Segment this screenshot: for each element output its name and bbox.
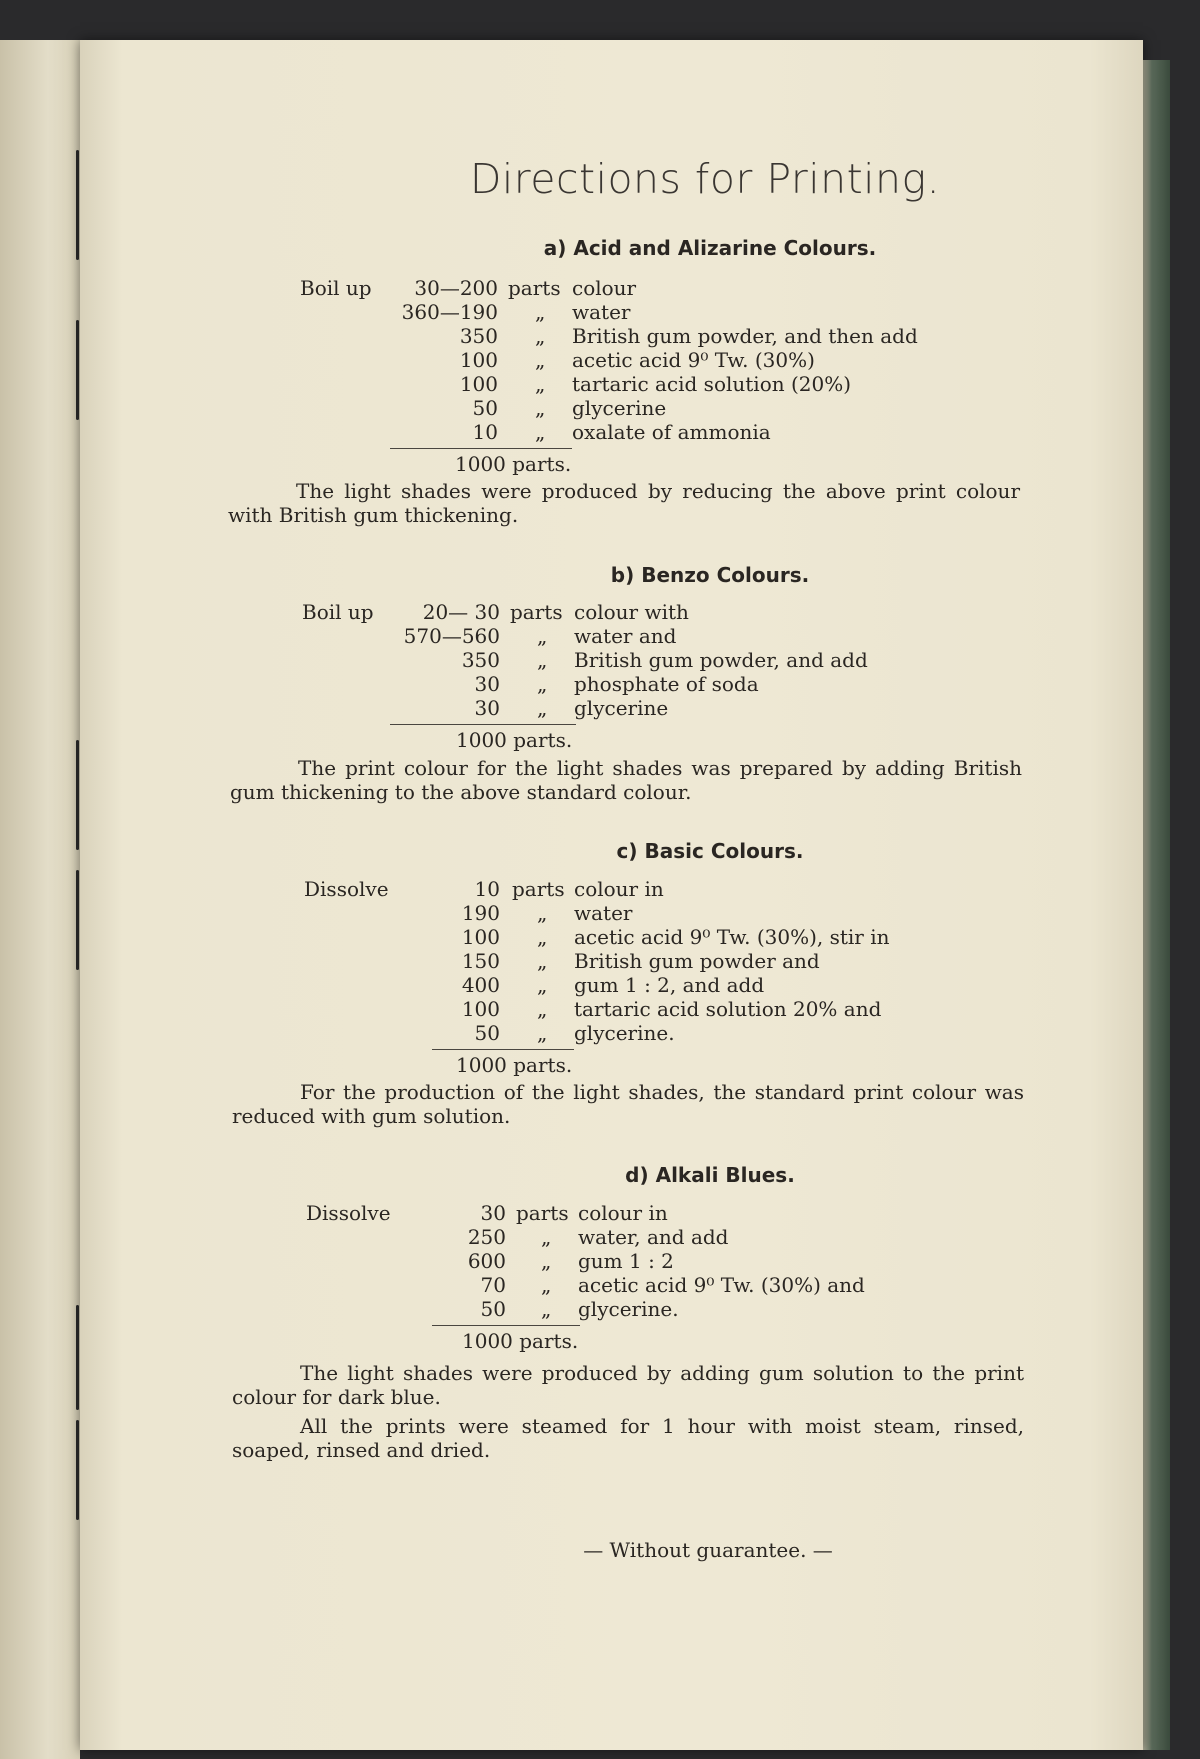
recipe-unit: „ [537, 949, 548, 973]
recipe-amount: 10 [472, 420, 498, 444]
recipe-ingredient: water [572, 300, 631, 324]
recipe-unit: „ [535, 372, 546, 396]
document-page [80, 40, 1143, 1750]
recipe-unit: „ [541, 1225, 552, 1249]
page-title: Directions for Printing. [469, 155, 941, 203]
recipe-ingredient: glycerine. [578, 1297, 679, 1321]
recipe-unit: „ [537, 1021, 548, 1045]
recipe-unit: „ [535, 348, 546, 372]
recipe-unit: „ [541, 1249, 552, 1273]
recipe-unit: „ [535, 300, 546, 324]
recipe-amount: 400 [461, 973, 500, 997]
recipe-amount: 30 [480, 1201, 506, 1225]
sum-rule [432, 1049, 574, 1050]
recipe-ingredient: acetic acid 9⁰ Tw. (30%), stir in [574, 925, 890, 949]
recipe-unit: „ [537, 624, 548, 648]
paragraph: The light shades were produced by reducing the above print colour with British gum thickening. [228, 479, 1020, 527]
recipe-amount: 100 [461, 925, 500, 949]
binding-stitch [76, 740, 79, 850]
recipe-verb: Boil up [302, 600, 374, 624]
section-heading: c) Basic Colours. [616, 839, 804, 863]
binding-stitch [76, 150, 79, 260]
recipe-amount: 10 [474, 877, 500, 901]
binding-stitch [76, 1305, 79, 1410]
recipe-ingredient: British gum powder and [574, 949, 820, 973]
recipe-unit: „ [537, 672, 548, 696]
recipe-unit: „ [537, 648, 548, 672]
recipe-amount: 360—190 [401, 300, 498, 324]
recipe-amount: 190 [461, 901, 500, 925]
recipe-ingredient: water, and add [578, 1225, 729, 1249]
recipe-unit: parts [510, 600, 563, 624]
recipe-total: 1000 parts. [456, 1053, 573, 1077]
recipe-amount: 50 [480, 1297, 506, 1321]
recipe-ingredient: gum 1 : 2 [578, 1249, 674, 1273]
recipe-amount: 50 [474, 1021, 500, 1045]
recipe-unit: parts [512, 877, 565, 901]
recipe-ingredient: water [574, 901, 633, 925]
recipe-amount: 50 [472, 396, 498, 420]
recipe-ingredient: colour in [574, 877, 664, 901]
book-cover-edge [1140, 60, 1170, 1750]
paragraph: The print colour for the light shades was prepared by adding British gum thickening to the above standard colour. [230, 756, 1022, 804]
recipe-ingredient: acetic acid 9⁰ Tw. (30%) [572, 348, 815, 372]
recipe-unit: „ [537, 925, 548, 949]
recipe-amount: 150 [461, 949, 500, 973]
recipe-unit: „ [537, 696, 548, 720]
recipe-unit: „ [537, 973, 548, 997]
recipe-amount: 70 [480, 1273, 506, 1297]
recipe-unit: parts [508, 276, 561, 300]
recipe-total: 1000 parts. [455, 452, 572, 476]
recipe-amount: 30 [474, 696, 500, 720]
sum-rule [432, 1325, 580, 1326]
sum-rule [390, 448, 572, 449]
recipe-unit: „ [537, 997, 548, 1021]
recipe-ingredient: British gum powder, and then add [572, 324, 918, 348]
section-heading: a) Acid and Alizarine Colours. [543, 236, 877, 260]
recipe-amount: 600 [467, 1249, 506, 1273]
footer-note: — Without guarantee. — [583, 1538, 833, 1562]
paragraph: All the prints were steamed for 1 hour with moist steam, rinsed, soaped, rinsed and dried. [232, 1414, 1024, 1462]
recipe-unit: „ [535, 396, 546, 420]
recipe-total: 1000 parts. [456, 728, 573, 752]
recipe-unit: „ [535, 324, 546, 348]
recipe-amount: 350 [459, 324, 498, 348]
recipe-ingredient: glycerine. [574, 1021, 675, 1045]
recipe-ingredient: phosphate of soda [574, 672, 759, 696]
section-heading: d) Alkali Blues. [625, 1163, 795, 1187]
recipe-unit: parts [516, 1201, 569, 1225]
binding-stitch [76, 870, 79, 970]
recipe-ingredient: oxalate of ammonia [572, 420, 771, 444]
sum-rule [390, 724, 576, 725]
recipe-ingredient: gum 1 : 2, and add [574, 973, 765, 997]
recipe-verb: Dissolve [304, 877, 389, 901]
paragraph: For the production of the light shades, the standard print colour was reduced with gum solution. [232, 1080, 1024, 1128]
recipe-ingredient: colour with [574, 600, 689, 624]
recipe-unit: „ [535, 420, 546, 444]
binding-stitch [76, 1420, 79, 1520]
recipe-ingredient: tartaric acid solution 20% and [574, 997, 882, 1021]
section-heading: b) Benzo Colours. [610, 563, 810, 587]
recipe-ingredient: British gum powder, and add [574, 648, 868, 672]
recipe-ingredient: glycerine [572, 396, 667, 420]
recipe-verb: Dissolve [306, 1201, 391, 1225]
recipe-ingredient: water and [574, 624, 677, 648]
recipe-total: 1000 parts. [462, 1329, 579, 1353]
recipe-amount: 100 [459, 372, 498, 396]
paragraph: The light shades were produced by adding gum solution to the print colour for dark blue. [232, 1361, 1024, 1409]
recipe-amount: 570—560 [403, 624, 500, 648]
recipe-ingredient: colour in [578, 1201, 668, 1225]
recipe-amount: 100 [459, 348, 498, 372]
recipe-unit: „ [541, 1297, 552, 1321]
recipe-amount: 30 [474, 672, 500, 696]
recipe-amount: 250 [467, 1225, 506, 1249]
recipe-unit: „ [541, 1273, 552, 1297]
recipe-amount: 30—200 [414, 276, 498, 300]
recipe-ingredient: acetic acid 9⁰ Tw. (30%) and [578, 1273, 865, 1297]
recipe-amount: 100 [461, 997, 500, 1021]
recipe-verb: Boil up [300, 276, 372, 300]
recipe-amount: 20— 30 [422, 600, 500, 624]
recipe-ingredient: glycerine [574, 696, 669, 720]
recipe-unit: „ [537, 901, 548, 925]
binding-stitch [76, 320, 79, 420]
recipe-ingredient: colour [572, 276, 637, 300]
recipe-amount: 350 [461, 648, 500, 672]
left-page [0, 40, 80, 1759]
recipe-ingredient: tartaric acid solution (20%) [572, 372, 852, 396]
